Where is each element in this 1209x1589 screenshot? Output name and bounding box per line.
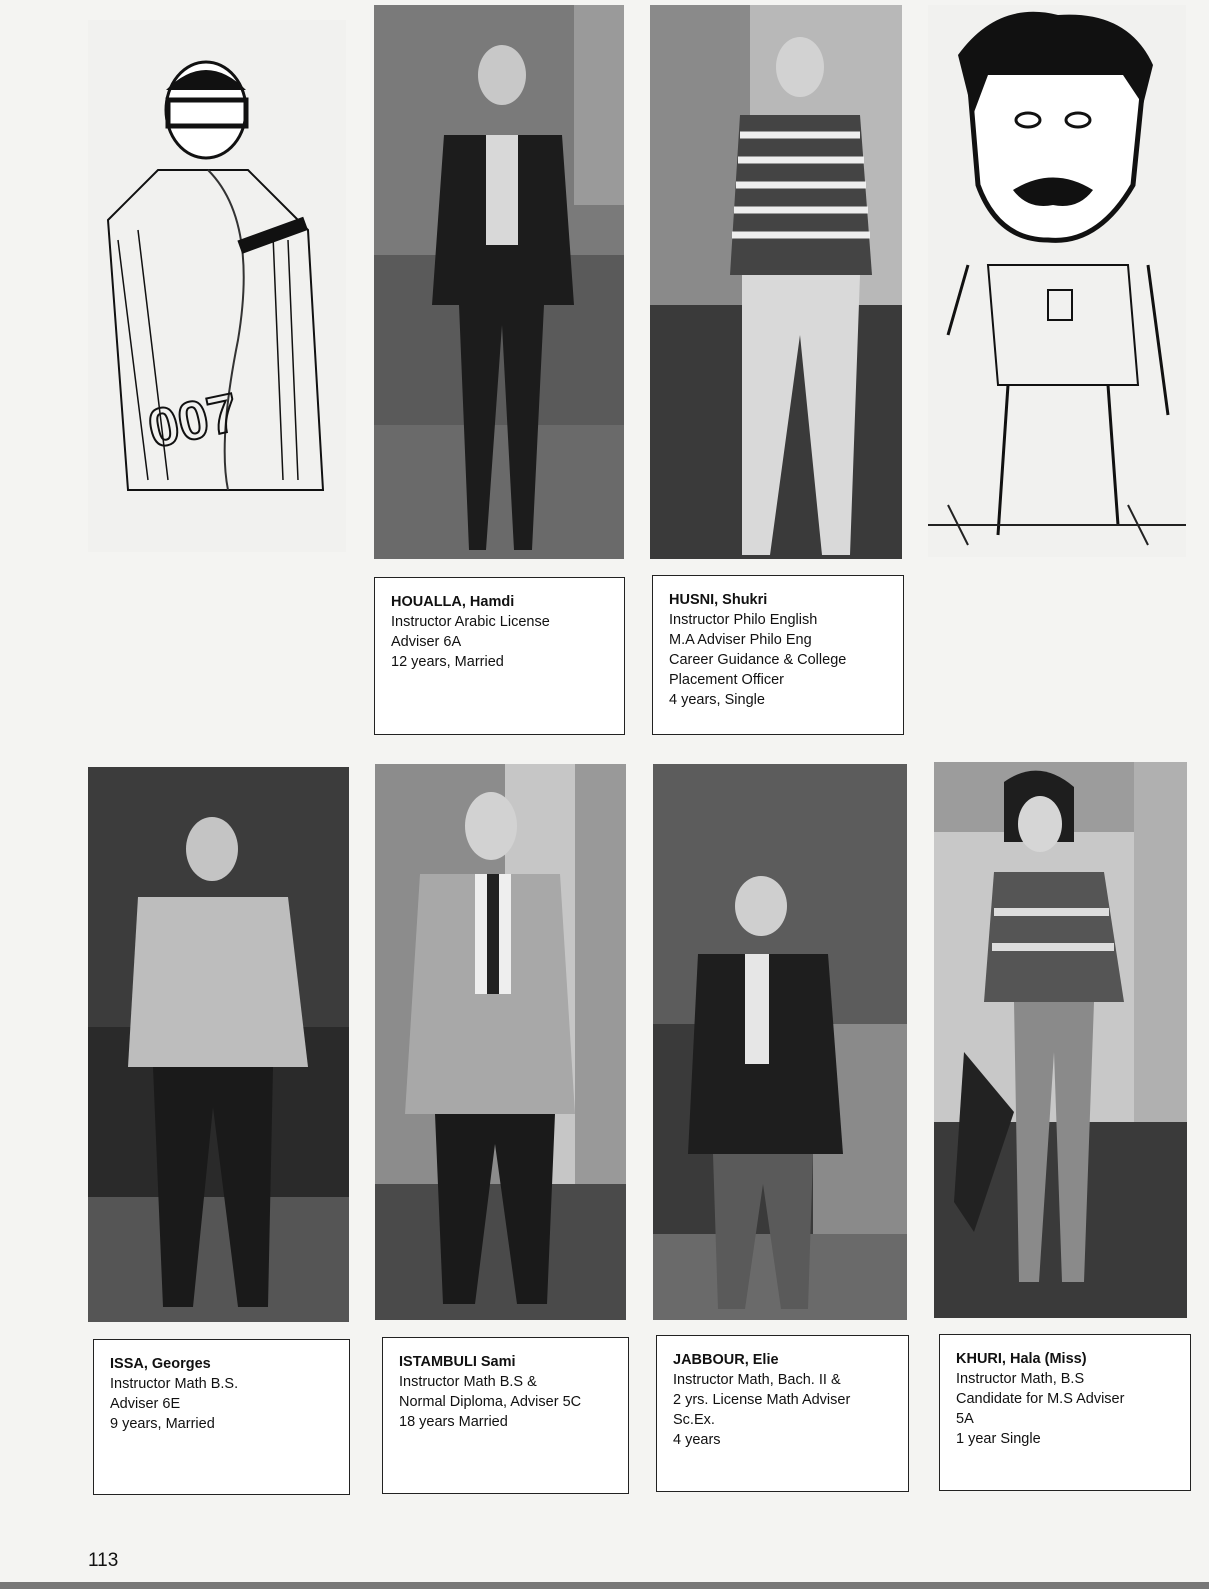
caption-line: Instructor Math, Bach. II &: [673, 1372, 841, 1388]
caption-line: Adviser 6E: [110, 1396, 181, 1412]
caption-line: 1 year Single: [956, 1431, 1041, 1447]
teacher-name: ISSA, Georges: [110, 1356, 211, 1372]
caption-line: 18 years Married: [399, 1414, 508, 1430]
caption-line: 9 years, Married: [110, 1416, 215, 1432]
teacher-name: HUSNI, Shukri: [669, 592, 768, 608]
caption-line: Sc.Ex.: [673, 1412, 715, 1428]
caption-line: Instructor Philo English: [669, 612, 818, 628]
portrait-photo-istambuli: [375, 764, 626, 1320]
teacher-name: KHURI, Hala (Miss): [956, 1351, 1087, 1367]
caricature-sketch-soccer: [928, 5, 1186, 557]
portrait-photo-jabbour: [653, 764, 907, 1320]
caption-line: 5A: [956, 1411, 974, 1427]
drawing-007-text: 007: [143, 382, 244, 460]
caption-line: 4 years: [673, 1432, 721, 1448]
caption-line: Candidate for M.S Adviser: [956, 1391, 1125, 1407]
portrait-photo-issa: [88, 767, 349, 1322]
caption-line: Instructor Math B.S &: [399, 1374, 537, 1390]
teacher-name: JABBOUR, Elie: [673, 1352, 779, 1368]
caption-istambuli: [382, 1337, 629, 1494]
bottom-edge: [0, 1582, 1209, 1589]
caricature-sketch-007: [88, 20, 346, 552]
portrait-photo-husni: [650, 5, 902, 559]
caption-husni: [652, 575, 904, 735]
caption-line: Adviser 6A: [391, 634, 462, 650]
caption-line: 4 years, Single: [669, 692, 765, 708]
caricature-drawing: [88, 20, 346, 552]
page-number: 113: [88, 1550, 119, 1571]
caption-khuri: [939, 1334, 1191, 1491]
caption-line: 2 yrs. License Math Adviser: [673, 1392, 851, 1408]
caption-line: Instructor Math, B.S: [956, 1371, 1085, 1387]
caption-line: Normal Diploma, Adviser 5C: [399, 1394, 582, 1410]
teacher-name: ISTAMBULI Sami: [399, 1354, 516, 1370]
caption-houalla: [374, 577, 625, 735]
portrait-photo-houalla: [374, 5, 624, 559]
caption-line: Instructor Arabic License: [391, 614, 550, 630]
caption-line: Instructor Math B.S.: [110, 1376, 239, 1392]
portrait-photo-khuri: [934, 762, 1187, 1318]
caption-line: 12 years, Married: [391, 654, 504, 670]
caption-jabbour: [656, 1335, 909, 1492]
caricature-drawing: [928, 5, 1186, 557]
teacher-name: HOUALLA, Hamdi: [391, 594, 515, 610]
caption-issa: [93, 1339, 350, 1495]
caption-line: Placement Officer: [669, 672, 784, 688]
caption-line: M.A Adviser Philo Eng: [669, 632, 812, 648]
caption-line: Career Guidance & College: [669, 652, 847, 668]
